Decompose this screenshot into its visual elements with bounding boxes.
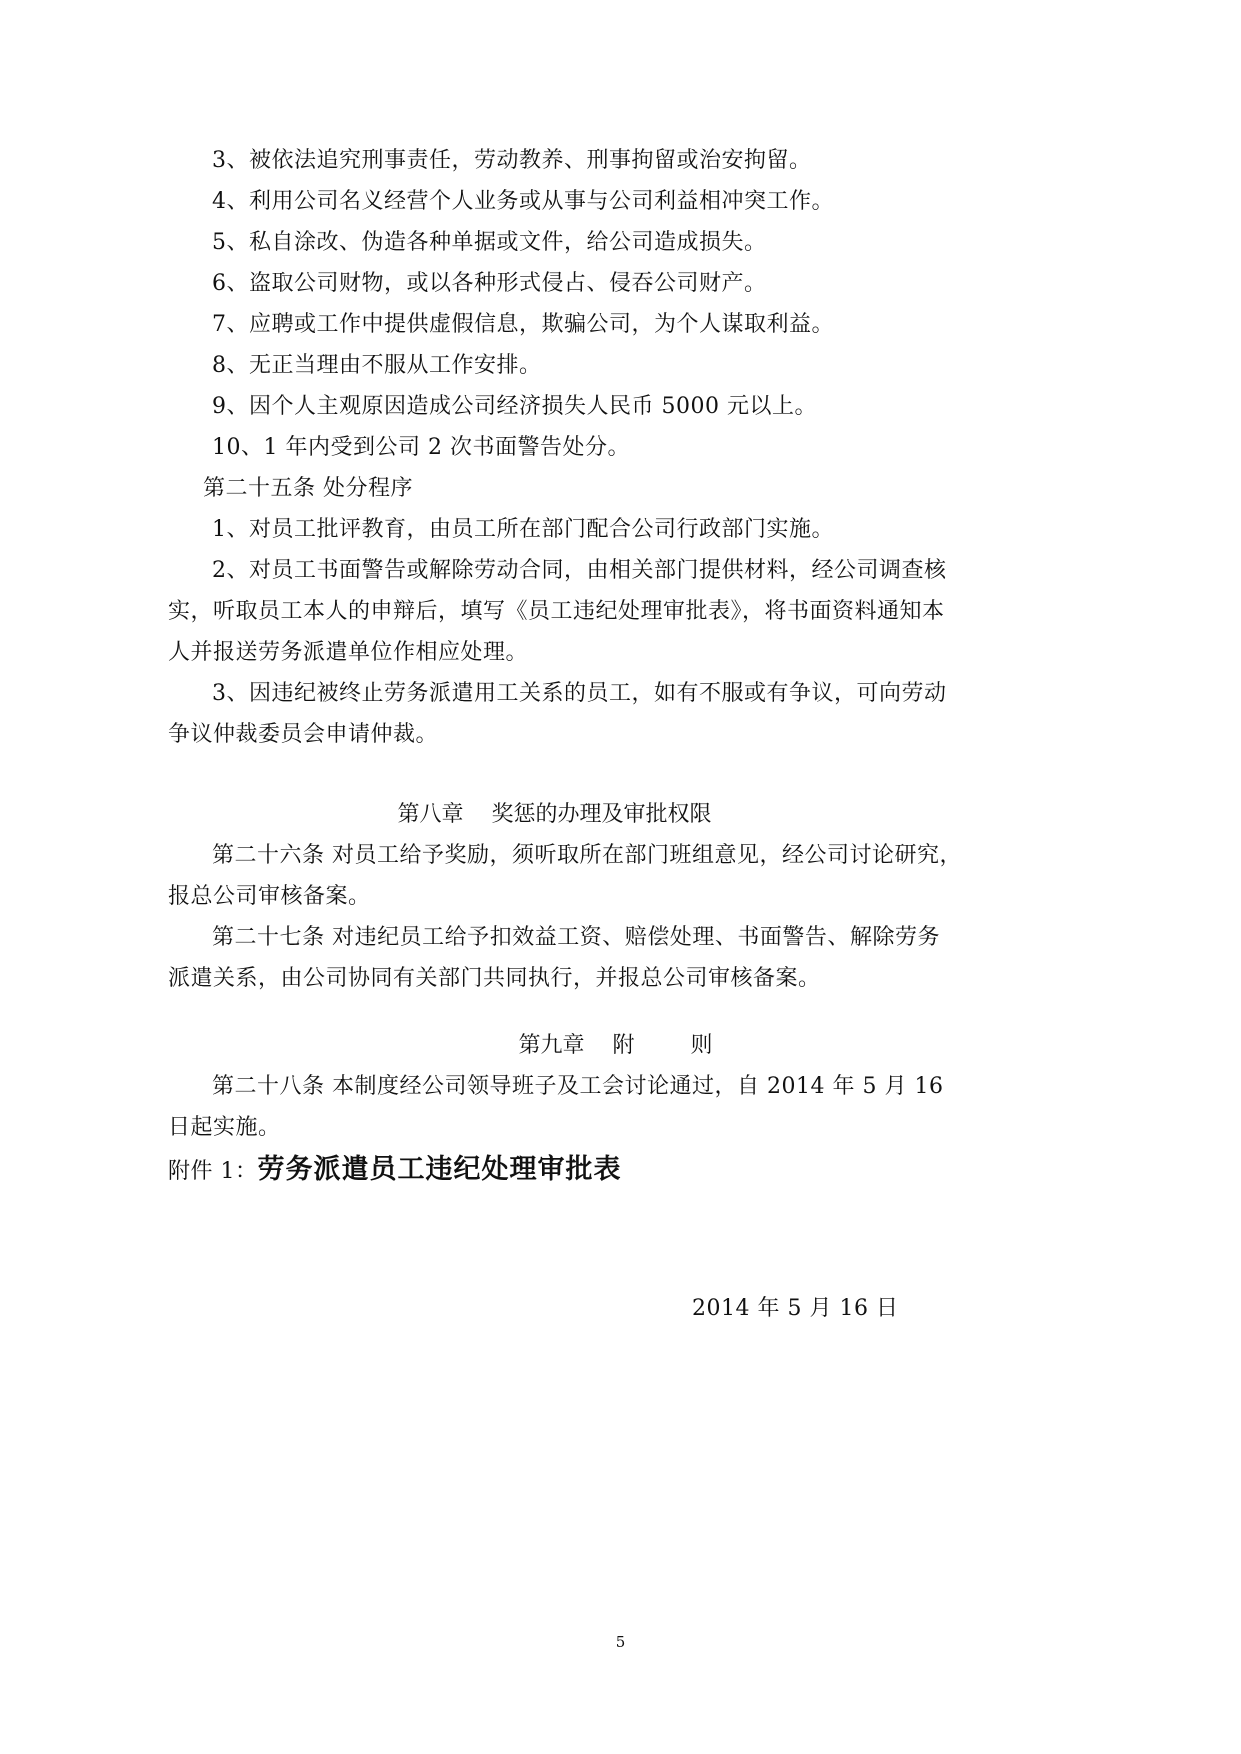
list-item: 8、无正当理由不服从工作安排。 [212, 353, 542, 378]
article-25-item-3-line-2: 争议仲裁委员会申请仲裁。 [168, 722, 439, 747]
article-25-item-2-line-2: 实，听取员工本人的申辩后，填写《员工违纪处理审批表》，将书面资料通知本 [168, 599, 945, 624]
list-item: 4、利用公司名义经营个人业务或从事与公司利益相冲突工作。 [212, 189, 834, 214]
list-item: 10、1 年内受到公司 2 次书面警告处分。 [212, 435, 630, 460]
article-27-line-1: 第二十七条 对违纪员工给予扣效益工资、赔偿处理、书面警告、解除劳务 [212, 925, 940, 950]
article-26-line-1: 第二十六条 对员工给予奖励，须听取所在部门班组意见，经公司讨论研究， [212, 843, 962, 868]
article-27-line-2: 派遣关系，由公司协同有关部门共同执行，并报总公司审核备案。 [168, 966, 821, 991]
list-item: 5、私自涂改、伪造各种单据或文件，给公司造成损失。 [212, 230, 767, 255]
chapter-8-title: 第八章 奖惩的办理及审批权限 [397, 802, 712, 827]
list-item: 3、被依法追究刑事责任，劳动教养、刑事拘留或治安拘留。 [212, 148, 812, 173]
list-item: 9、因个人主观原因造成公司经济损失人民币 5000 元以上。 [212, 394, 817, 419]
article-26-line-2: 报总公司审核备案。 [168, 884, 371, 909]
annex-title: 劳务派遣员工违纪处理审批表 [257, 1154, 622, 1185]
article-28-line-1: 第二十八条 本制度经公司领导班子及工会讨论通过，自 2014 年 5 月 16 [212, 1074, 944, 1099]
article-25-item-3-line-1: 3、因违纪被终止劳务派遣用工关系的员工，如有不服或有争议，可向劳动 [212, 681, 947, 706]
document-date: 2014 年 5 月 16 日 [692, 1296, 899, 1321]
article-25-item-1: 1、对员工批评教育，由员工所在部门配合公司行政部门实施。 [212, 517, 834, 542]
article-25-heading: 第二十五条 处分程序 [203, 476, 413, 501]
page-number: 5 [615, 1633, 626, 1651]
annex-line [168, 1156, 622, 1186]
annex-prefix: 附件 1： [168, 1159, 258, 1184]
article-25-item-2-line-3: 人并报送劳务派遣单位作相应处理。 [168, 640, 529, 665]
list-item: 7、应聘或工作中提供虚假信息，欺骗公司，为个人谋取利益。 [212, 312, 834, 337]
chapter-9-title: 第九章 附 则 [518, 1033, 713, 1058]
article-28-line-2: 日起实施。 [168, 1115, 281, 1140]
list-item: 6、盗取公司财物，或以各种形式侵占、侵吞公司财产。 [212, 271, 767, 296]
article-25-item-2-line-1: 2、对员工书面警告或解除劳动合同，由相关部门提供材料，经公司调查核 [212, 558, 947, 583]
